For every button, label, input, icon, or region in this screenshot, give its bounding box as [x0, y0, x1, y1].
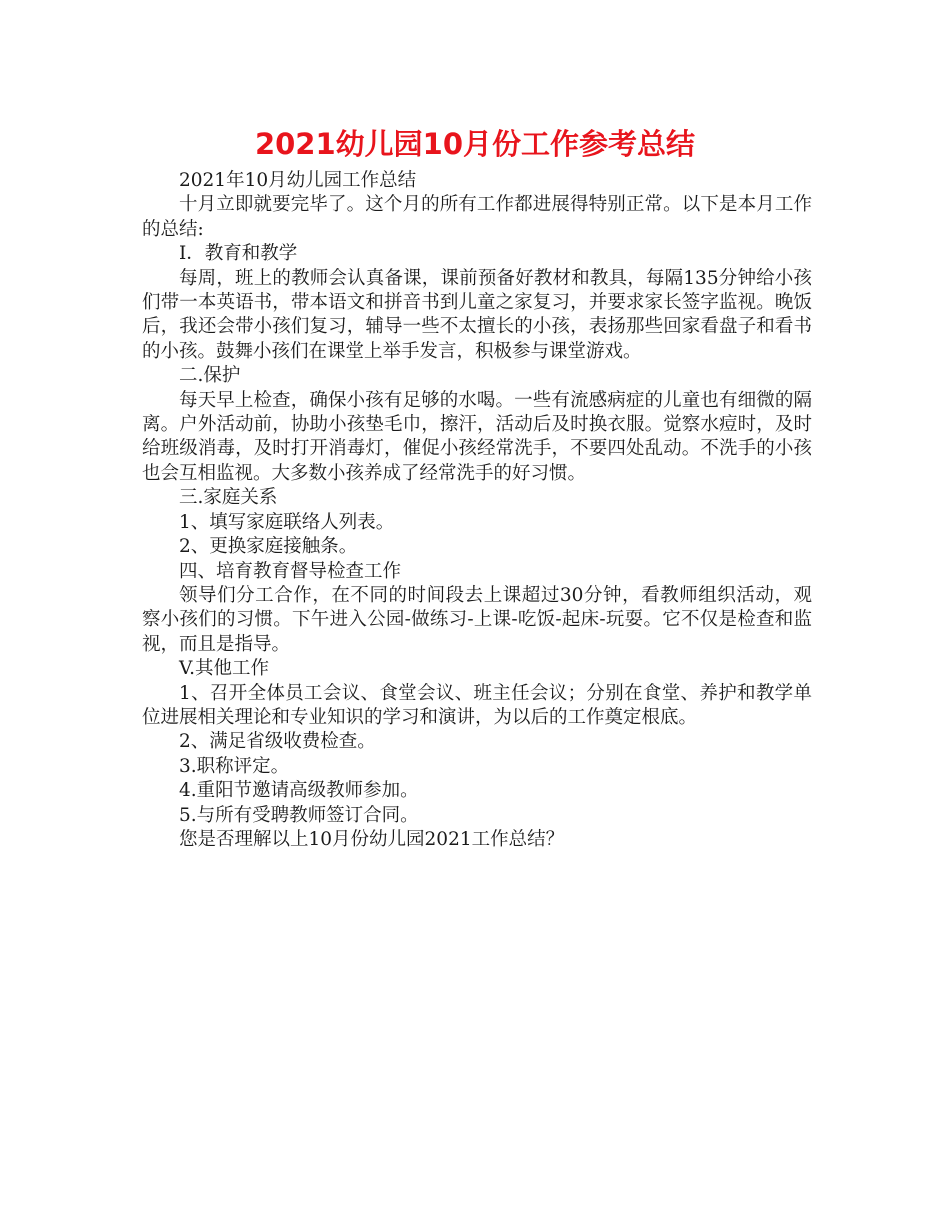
closing-question: 您是否理解以上10月份幼儿园2021工作总结？ [179, 828, 565, 850]
supervision-paragraph: 领导们分工合作，在不同的时间段去上课超过30分钟，看教师组织活动，观察小孩们的习惯。下午进入公园-做练习-上课-吃饭-起床-玩耍。它不仅是检查和监视，而且是指导。 [142, 584, 812, 655]
family-item-2: 2、更换家庭接触条。 [179, 536, 358, 558]
section-heading-care: 二.保护 [179, 365, 241, 387]
other-item-4: 4.重阳节邀请高级教师参加。 [179, 780, 419, 802]
other-item-5: 5.与所有受聘教师签订合同。 [179, 804, 419, 826]
other-item-1: 1、召开全体员工会议、食堂会议、班主任会议；分别在食堂、养护和教学单位进展相关理论和专业知识的学习和演讲，为以后的工作奠定根底。 [142, 682, 812, 728]
section-heading-other: V.其他工作 [179, 658, 270, 680]
document-body [142, 169, 812, 852]
education-paragraph: 每周，班上的教师会认真备课，课前预备好教材和教具，每隔135分钟给小孩们带一本英语书，带本语文和拼音书到儿童之家复习，并要求家长签字监视。晚饭后，我还会带小孩们复习，辅导一些不太擅长的小孩，表扬那些回家看盘子和看书的小孩。鼓舞小孩们在课堂上举手发言，积极参与课堂游戏。 [142, 267, 812, 362]
other-item-3: 3.职称评定。 [179, 755, 290, 777]
section-heading-family: 三.家庭关系 [179, 487, 278, 509]
care-paragraph: 每天早上检查，确保小孩有足够的水喝。一些有流感病症的儿童也有细微的隔离。户外活动前，协助小孩垫毛巾，擦汗，活动后及时换衣服。觉察水痘时，及时给班级消毒，及时打开消毒灯，催促小孩经常洗手，不要四处乱动。不洗手的小孩也会互相监视。大多数小孩养成了经常洗手的好习惯。 [142, 389, 812, 484]
family-item-1: 1、填写家庭联络人列表。 [179, 511, 395, 533]
intro-paragraph: 十月立即就要完毕了。这个月的所有工作都进展得特别正常。以下是本月工作的总结: [142, 194, 812, 240]
subtitle-paragraph: 2021年10月幼儿园工作总结 [179, 170, 417, 191]
section-heading-education: I．教育和教学 [179, 243, 298, 265]
other-item-2: 2、满足省级收费检查。 [179, 731, 376, 753]
document-title: 2021幼儿园10月份工作参考总结 [254, 127, 696, 161]
section-heading-supervision: 四、培育教育督导检查工作 [179, 560, 402, 582]
